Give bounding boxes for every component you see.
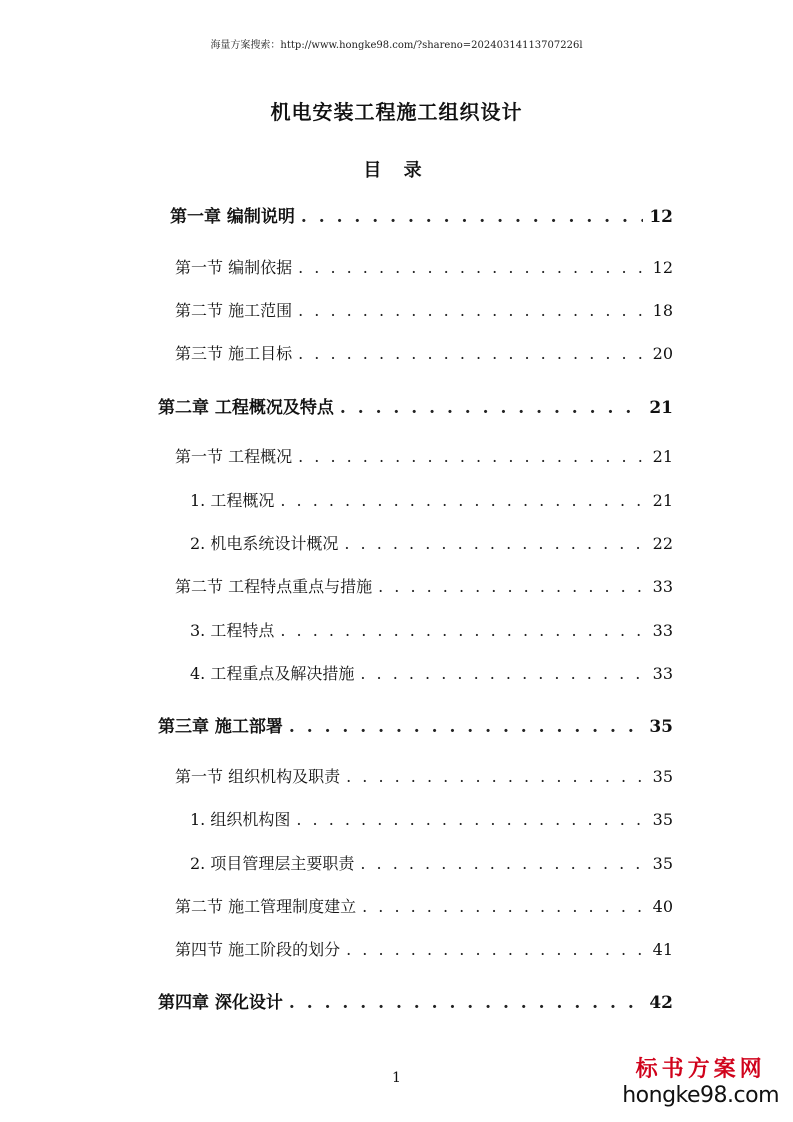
toc-entry-subsection[interactable] [190, 488, 673, 511]
toc-leader [296, 810, 646, 829]
toc-entry-label: 第一节 工程概况 [175, 447, 293, 466]
toc-leader [298, 258, 647, 277]
toc-leader [344, 534, 646, 553]
toc-leader [340, 398, 643, 418]
toc-entry-chapter-3[interactable] [158, 712, 673, 737]
toc-leader [346, 940, 647, 959]
toc-entry-label: 第二节 施工管理制度建立 [175, 897, 357, 916]
toc-entry-page: 21 [652, 447, 673, 466]
toc-entry-label: 4. 工程重点及解决措施 [190, 664, 355, 683]
page-number: 1 [392, 1070, 401, 1086]
watermark-en-text: hongke98.com [622, 1083, 779, 1108]
toc-entry-label: 第四章 深化设计 [158, 993, 283, 1013]
toc-entry-page: 35 [652, 767, 673, 786]
page-header: 海量方案搜索：http://www.hongke98.com/?shareno=20240314113707226l [210, 40, 583, 51]
toc-leader [298, 344, 647, 363]
toc-entry-page: 21 [652, 491, 673, 510]
toc-entry-page: 20 [652, 344, 673, 363]
toc-leader [346, 767, 647, 786]
toc-entry-label: 1. 组织机构图 [190, 810, 291, 829]
toc-entry-page: 33 [652, 664, 673, 683]
toc-leader [280, 621, 646, 640]
toc-entry-label: 第二章 工程概况及特点 [158, 398, 334, 418]
toc-entry-subsection[interactable] [190, 531, 673, 554]
toc-entry-section[interactable] [175, 298, 673, 321]
toc-entry-page: 12 [652, 258, 673, 277]
toc-entry-subsection[interactable] [190, 807, 673, 830]
toc-entry-label: 第二节 工程特点重点与措施 [175, 577, 373, 596]
toc-leader [378, 577, 647, 596]
document-title: 机电安装工程施工组织设计 [270, 100, 523, 124]
toc-entry-page: 21 [649, 398, 673, 418]
toc-entry-label: 2. 项目管理层主要职责 [190, 854, 355, 873]
toc-leader [289, 717, 643, 737]
toc-leader [289, 993, 643, 1013]
toc-entry-section[interactable] [175, 444, 673, 467]
toc-entry-page: 18 [652, 301, 673, 320]
toc-entry-page: 33 [652, 621, 673, 640]
toc-leader [298, 301, 647, 320]
toc-entry-section[interactable] [175, 894, 673, 917]
toc-leader [360, 664, 646, 683]
toc-entry-chapter-2[interactable] [158, 393, 673, 418]
toc-entry-page: 40 [652, 897, 673, 916]
toc-leader [362, 897, 647, 916]
watermark-cn-text: 标书方案网 [635, 1057, 766, 1082]
toc-entry-chapter-4[interactable] [158, 988, 673, 1013]
toc-leader [360, 854, 646, 873]
toc-leader [298, 447, 647, 466]
toc-entry-label: 第一章 编制说明 [170, 207, 295, 227]
site-watermark-logo [622, 1052, 779, 1108]
toc-entry-page: 41 [652, 940, 673, 959]
toc-entry-label: 第二节 施工范围 [175, 301, 293, 320]
toc-entry-subsection[interactable] [190, 851, 673, 874]
toc-entry-section[interactable] [175, 574, 673, 597]
toc-entry-section[interactable] [175, 341, 673, 364]
toc-entry-label: 第三节 施工目标 [175, 344, 293, 363]
toc-entry-subsection[interactable] [190, 618, 673, 641]
toc-entry-page: 12 [649, 207, 673, 227]
toc-heading: 目 录 [363, 160, 430, 181]
toc-entry-section[interactable] [175, 255, 673, 278]
toc-leader [280, 491, 646, 510]
toc-entry-section[interactable] [175, 764, 673, 787]
toc-entry-subsection[interactable] [190, 661, 673, 684]
toc-entry-section[interactable] [175, 937, 673, 960]
toc-entry-page: 35 [652, 810, 673, 829]
toc-entry-label: 第四节 施工阶段的划分 [175, 940, 341, 959]
toc-leader [301, 207, 643, 227]
toc-entry-label: 第三章 施工部署 [158, 717, 283, 737]
toc-entry-label: 第一节 编制依据 [175, 258, 293, 277]
toc-entry-label: 2. 机电系统设计概况 [190, 534, 339, 553]
toc-entry-page: 33 [652, 577, 673, 596]
toc-entry-label: 1. 工程概况 [190, 491, 275, 510]
toc-entry-label: 第一节 组织机构及职责 [175, 767, 341, 786]
toc-entry-page: 22 [652, 534, 673, 553]
toc-entry-page: 35 [652, 854, 673, 873]
toc-entry-label: 3. 工程特点 [190, 621, 275, 640]
toc-entry-chapter-1[interactable] [170, 202, 673, 227]
toc-entry-page: 35 [649, 717, 673, 737]
toc-entry-page: 42 [649, 993, 673, 1013]
